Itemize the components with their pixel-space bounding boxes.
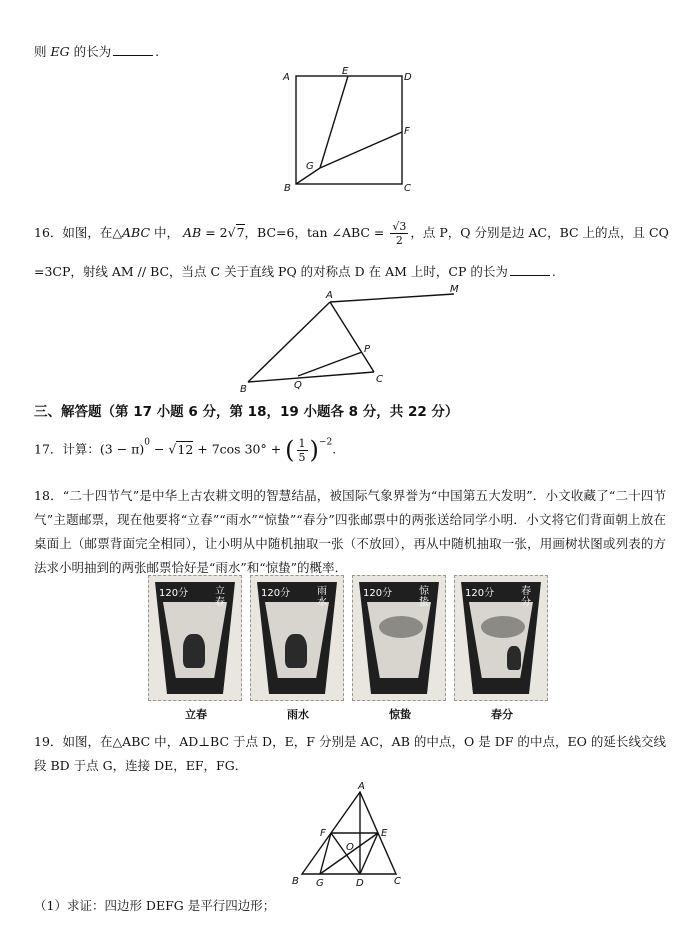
stamp-caption: 雨水 <box>287 708 309 721</box>
answer-blank[interactable] <box>510 275 550 276</box>
label-F: F <box>404 126 410 137</box>
label-F: F <box>320 828 326 839</box>
tan-fraction: $\frac{√3}{2}$ <box>392 220 407 247</box>
label-D: D <box>404 72 412 83</box>
label-A: A <box>358 781 365 792</box>
label-B: B <box>292 876 299 887</box>
q16-line2: =3CP，射线 AM // BC，当点 C 关于直线 PQ 的对称点 D 在 AM 上时，CP 的长为 . <box>34 264 556 279</box>
q19-text: 19．如图，在△ABC 中，AD⊥BC 于点 D，E，F 分别是 AC，AB 的中点，O 是 DF 的中点，EO 的延长线交线段 BD 于点 G，连接 DE，EF，FG． <box>34 734 666 773</box>
section-heading: 三、解答题（第 17 小题 6 分，第 18，19 小题各 8 分，共 22 分） <box>34 404 459 420</box>
label-G: G <box>306 161 314 172</box>
label-G: G <box>316 878 324 889</box>
q18-text: 18．“二十四节气”是中华上古农耕文明的智慧结晶，被国际气象界誉为“中国第五大发明”．小文收藏了“二十四节气”主题邮票，现在他要将“立春”“雨水”“惊蛰”“春分”四张邮票中的两张送给同学小明．小文将它们背面朝上放在桌面上（邮票背面完全相同），让小明从中随机抽取一张（不放回），再从中随机抽取一张，用画树状图或列表的方法求小明抽到的两张邮票恰好是“雨水”和“惊蛰”的概率． <box>34 488 666 575</box>
label-C: C <box>394 876 401 887</box>
stamp-caption: 立春 <box>185 708 207 721</box>
label-P: P <box>364 344 371 355</box>
label-C: C <box>404 183 411 194</box>
label-D: D <box>356 878 364 889</box>
stamp-row <box>148 575 548 721</box>
answer-blank[interactable] <box>113 55 153 56</box>
stamp-caption: 春分 <box>491 708 513 721</box>
q17-fraction: $\frac{1}{5}$ <box>298 436 306 464</box>
stamp-chunfen: 120分 春分 春分 <box>454 575 548 701</box>
label-B: B <box>284 183 291 194</box>
q19-triangle-figure <box>288 780 408 890</box>
q17-text: 17．计算：$(3 - \pi)^0 - √12 + 7\cos$ 30° + ( $\frac{1}{5}$ )$^{-2}$. <box>34 436 337 464</box>
label-E: E <box>381 828 388 839</box>
label-B: B <box>240 384 247 395</box>
stamp-lichun: 120分 立春 立春 <box>148 575 242 701</box>
label-E: E <box>342 66 349 77</box>
q15-square-figure <box>280 66 420 194</box>
label-C: C <box>376 374 383 385</box>
label-A: A <box>326 290 333 301</box>
label-M: M <box>450 284 459 295</box>
stamp-yushui: 120分 雨水 雨水 <box>250 575 344 701</box>
q16-triangle-figure <box>238 286 468 394</box>
q19-part1: （1）求证：四边形 DEFG 是平行四边形； <box>34 898 276 913</box>
stamp-caption: 惊蛰 <box>389 708 411 721</box>
label-A: A <box>283 72 290 83</box>
label-Q: Q <box>294 380 302 391</box>
stamp-jingzhe: 120分 惊蛰 惊蛰 <box>352 575 446 701</box>
q15-text: 则 EG 的长为 . <box>34 44 160 59</box>
label-O: O <box>346 842 354 853</box>
q16-line1: 16．如图，在△ABC 中， AB = 2√7，BC=6，tan ∠ABC = $\frac{√3}{2}$ ，点 P，Q 分别是边 AC，BC 上的点，且 CQ <box>34 220 669 247</box>
